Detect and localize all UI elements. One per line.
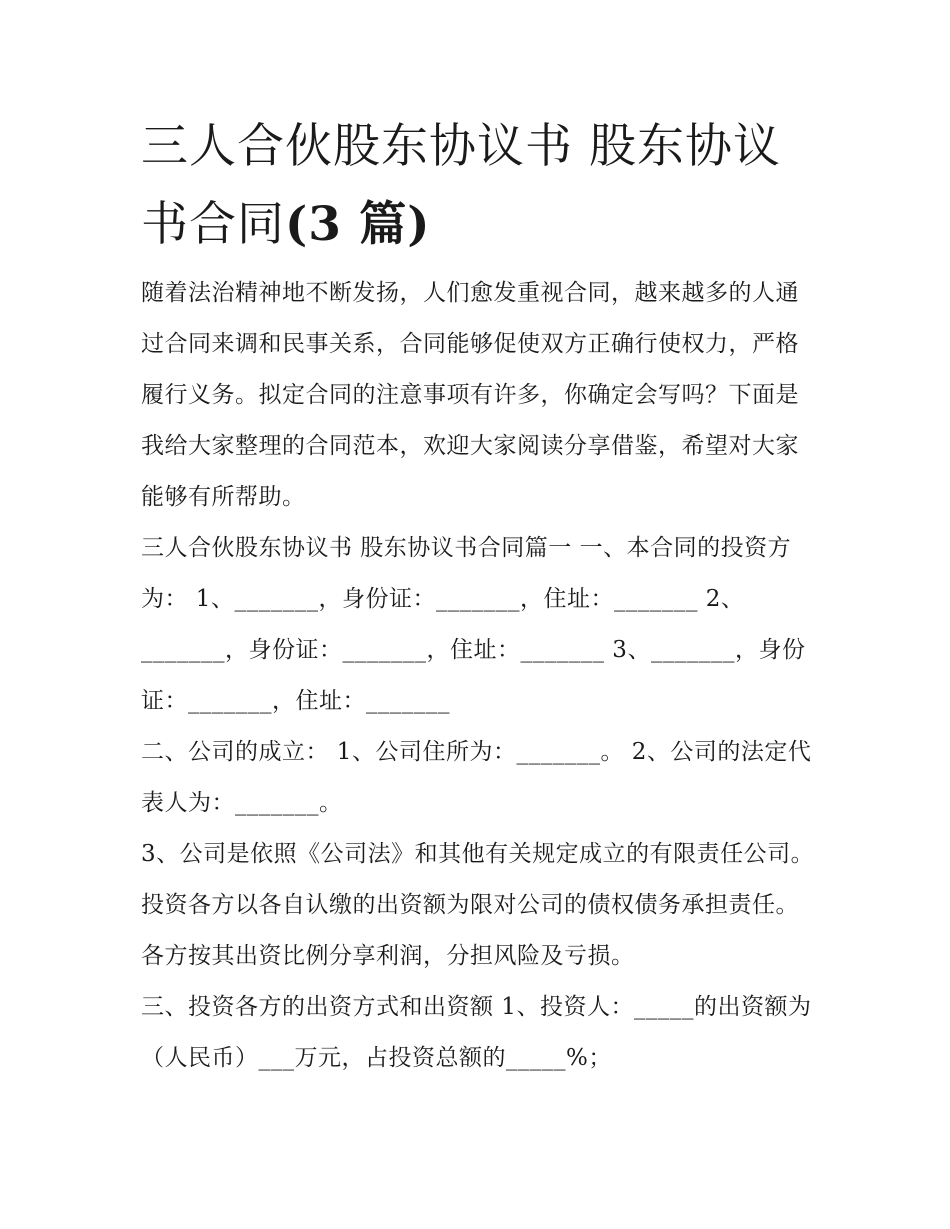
investment-amount-paragraph: 三、投资各方的出资方式和出资额 1、投资人：_____的出资额为（人民币）___万元，占投资总额的_____%；: [141, 994, 812, 1071]
document-page: [141, 108, 821, 1084]
title-count: (3 篇): [285, 197, 431, 252]
company-liability-paragraph: 3、公司是依照《公司法》和其他有关规定成立的有限责任公司。投资各方以各自认缴的出资额为限对公司的债权债务承担责任。各方按其出资比例分享利润，分担风险及亏损。: [141, 841, 815, 969]
company-establishment-paragraph: 二、公司的成立： 1、公司住所为：_______。 2、公司的法定代表人为：_______。: [141, 739, 812, 816]
contract-investors-paragraph: 三人合伙股东协议书 股东协议书合同篇一 一、本合同的投资方为： 1、_______，身份证：_______，住址：_______ 2、_______，身份证：_______，住址：_______ 3、_______，身份证：_______，住址：_______: [141, 535, 806, 714]
intro-paragraph: 随着法治精神地不断发扬，人们愈发重视合同，越来越多的人通过合同来调和民事关系，合同能够促使双方正确行使权力，严格履行义务。拟定合同的注意事项有许多，你确定会写吗？下面是我给大家整理的合同范本，欢迎大家阅读分享借鉴，希望对大家能够有所帮助。: [141, 280, 799, 510]
title-text: 三人合伙股东协议书 股东协议书合同: [141, 119, 781, 252]
document-title: [141, 108, 821, 264]
